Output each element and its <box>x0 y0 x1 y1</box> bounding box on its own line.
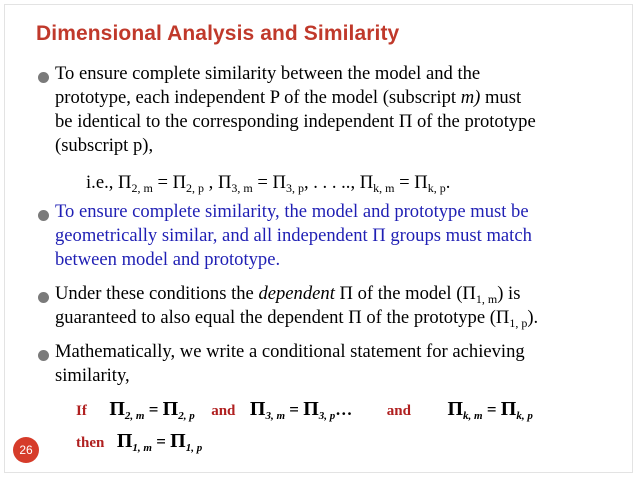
bullet-4-text <box>55 340 615 388</box>
bullet-2-text <box>55 200 615 272</box>
bullet-1-em-m: m) <box>460 87 481 108</box>
bullet-3-text <box>55 282 615 330</box>
bullet-4-icon <box>38 350 49 361</box>
and-keyword-1: and <box>211 403 236 419</box>
bullet-3-line-2: guaranteed to also equal the dependent Π of the prototype $(\Pi_{1, p})$. <box>55 307 539 330</box>
if-keyword: If <box>76 403 87 419</box>
ie-equation-line: i.e., $\Pi_{2, m} = \Pi_{2, p}$ , $\Pi_{3, m} = \Pi_{3, p}$, . . . .., $\Pi_{k, m} = \Pi_{k, p}$. <box>86 172 451 195</box>
bullet-4-line-1: Mathematically, we write a conditional statement for achieving <box>55 341 525 362</box>
bullet-4-line-2: similarity, <box>55 365 130 386</box>
bullet-2-line-1: To ensure complete similarity, the model and prototype must be <box>55 201 529 222</box>
bullet-1-line-4: (subscript p), <box>55 135 154 156</box>
bullet-1-text <box>55 62 615 158</box>
page-number-badge: 26 <box>13 437 39 463</box>
then-keyword: then <box>76 435 105 451</box>
slide-title: Dimensional Analysis and Similarity <box>36 22 400 45</box>
bullet-1-line-3: be identical to the corresponding independent Π of the prototype <box>55 111 536 132</box>
bullet-1-icon <box>38 72 49 83</box>
bullet-2-line-2: geometrically similar, and all independent Π groups must match <box>55 225 532 246</box>
bullet-2-line-3: between model and prototype. <box>55 249 281 270</box>
bullet-3-line-1: Under these conditions the dependent Π of the model $(\Pi_{1, m})$ is <box>55 283 521 306</box>
bullet-3-icon <box>38 292 49 303</box>
and-keyword-2: and <box>386 403 411 419</box>
bullet-2-icon <box>38 210 49 221</box>
bullet-1-line-1: To ensure complete similarity between the model and the <box>55 63 481 84</box>
equation-if-row: If $\Pi_{2, m} = \Pi_{2, p}$ and $\Pi_{3, m}$ = $\Pi_{3, p}\dots$ and $\Pi_{k, m} = \Pi_{k, p}$ <box>76 398 533 422</box>
bullet-1-line-2: prototype, each independent P of the model (subscript m) must <box>55 87 522 108</box>
equation-then-row: then $\Pi_{1, m} = \Pi_{1, p}$ <box>76 430 203 454</box>
